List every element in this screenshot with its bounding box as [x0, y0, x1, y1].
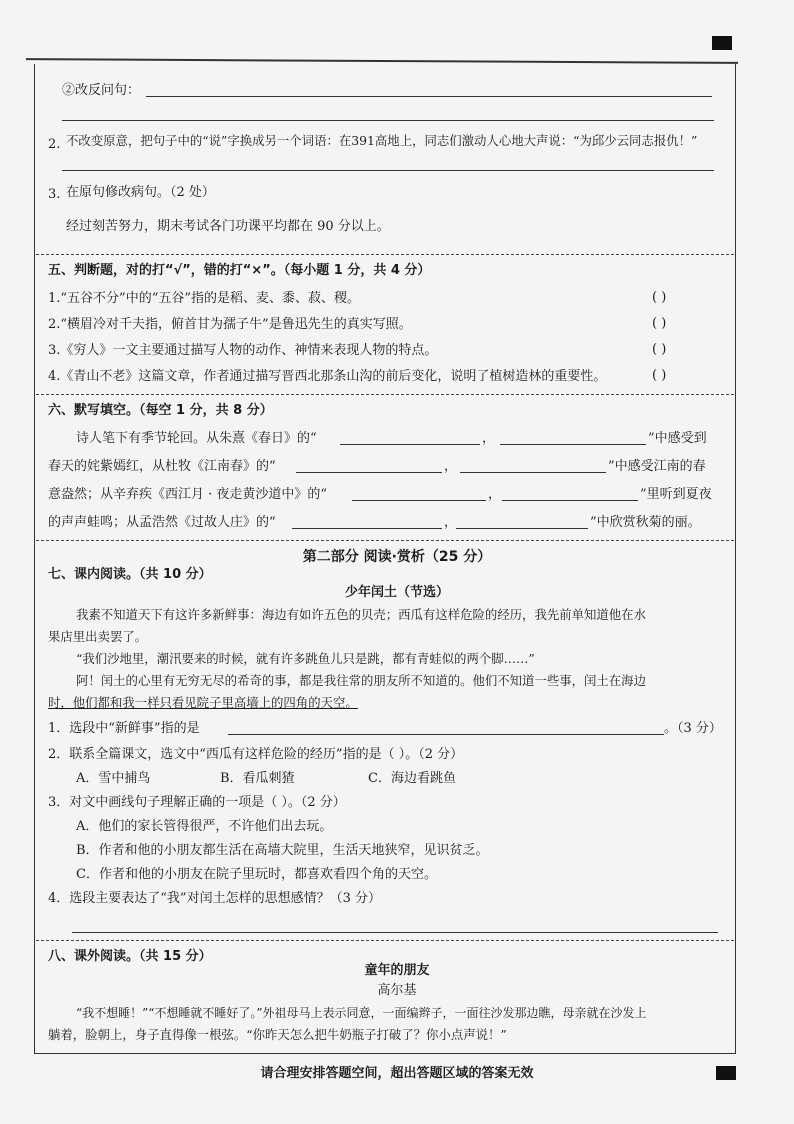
fill-blank[interactable]	[352, 500, 486, 501]
passage-text: “我不想睡！”“不想睡就不睡好了。”外祖母马上表示同意，一面编辫子，一面往沙发那边瞧，母亲就在沙发上	[76, 1006, 647, 1020]
answer-line[interactable]	[228, 734, 664, 735]
section-title-judgment: 五、判断题，对的打“√”，错的打“×”。（每小题 1 分，共 4 分）	[48, 263, 431, 278]
option-c[interactable]: C．作者和他的小朋友在院子里玩时，都喜欢看四个角的天空。	[76, 867, 437, 882]
comma: ，	[488, 487, 502, 502]
dictation-text: ”里听到夏夜	[640, 487, 712, 502]
section-divider	[36, 394, 734, 395]
fill-blank[interactable]	[502, 500, 638, 501]
reading-question-2: 2．联系全篇课文，选文中“西瓜有这样危险的经历”指的是（ ）。（2 分）	[48, 747, 464, 762]
passage-text: 躺着，脸朝上，身子直得像一根弦。“你昨天怎么把牛奶瓶子打破了？你小点声说！”	[48, 1027, 507, 1042]
fill-blank[interactable]	[296, 472, 442, 473]
answer-line[interactable]	[62, 170, 714, 171]
passage-text: “我们沙地里，潮汛要来的时候，就有许多跳鱼儿只是跳，都有青蛙似的两个脚……”	[76, 651, 535, 666]
page-footer-note: 请合理安排答题空间，超出答题区域的答案无效	[260, 1066, 534, 1081]
passage-text: 我素不知道天下有这许多新鲜事：海边有如许五色的贝壳；西瓜有这样危险的经历，我先前单知道他在水	[76, 607, 646, 622]
fill-blank[interactable]	[460, 472, 606, 473]
judgment-item: 1.“五谷不分”中的“五谷”指的是稻、麦、黍、菽、稷。	[48, 291, 360, 306]
question-number: 3.	[48, 187, 61, 202]
question-fix-sentence: 在原句修改病句。（2 处）	[66, 185, 215, 200]
dictation-text: ”中感受到	[648, 431, 707, 446]
dictation-text: 的声声蛙鸣；从孟浩然《过故人庄》的“	[48, 515, 276, 530]
score-note: 。（3 分）	[664, 721, 722, 736]
question-replace-word: 不改变原意，把句子中的“说”字换成另一个词语：在391高地上，同志们激动人心地大声说：“为邱少云同志报仇！”	[66, 133, 698, 148]
option-a[interactable]: A．他们的家长管得很严，不许他们出去玩。	[76, 819, 333, 834]
fill-blank[interactable]	[456, 528, 588, 529]
answer-paren[interactable]: ( )	[652, 368, 667, 383]
comma: ，	[444, 459, 458, 474]
comma: ，	[482, 431, 496, 446]
dictation-text: ”中感受江南的春	[608, 459, 706, 474]
passage-title: 少年闰土（节选）	[344, 585, 449, 600]
reading-question-3: 3．对文中画线句子理解正确的一项是（ ）。（2 分）	[48, 795, 346, 810]
sentence-to-fix: 经过刻苦努力，期末考试各门功课平均都在 90 分以上。	[66, 219, 390, 234]
section-divider	[36, 254, 734, 255]
dictation-text: 意盎然；从辛弃疾《西江月 · 夜走黄沙道中》的“	[48, 487, 328, 502]
fill-blank[interactable]	[500, 444, 646, 445]
part-two-title: 第二部分 阅读·赏析（25 分）	[302, 549, 492, 565]
dictation-text: 诗人笔下有季节轮回。从朱熹《春日》的“	[76, 431, 317, 446]
option-a[interactable]: A．雪中捕鸟	[76, 771, 151, 786]
question-rhetorical: ②改反问句：	[62, 83, 141, 98]
section-title-in-class-reading: 七、课内阅读。（共 10 分）	[48, 567, 212, 582]
fill-blank[interactable]	[340, 444, 480, 445]
passage-title: 童年的朋友	[364, 963, 430, 978]
passage-author: 高尔基	[377, 983, 417, 998]
answer-line[interactable]	[72, 932, 718, 933]
sheet-top-border	[26, 58, 738, 63]
section-divider	[36, 540, 734, 541]
judgment-item: 4.《青山不老》这篇文章，作者通过描写晋西北那条山沟的前后变化，说明了植树造林的重要性。	[48, 369, 607, 384]
option-b[interactable]: B．作者和他的小朋友都生活在高墙大院里，生活天地狭窄，见识贫乏。	[76, 843, 489, 858]
answer-paren[interactable]: ( )	[652, 316, 667, 331]
reading-question-1: 1．选段中“新鲜事”指的是	[48, 721, 200, 736]
judgment-item: 2.“横眉冷对千夫指，俯首甘为孺子牛”是鲁迅先生的真实写照。	[48, 317, 412, 332]
section-title-extra-reading: 八、课外阅读。（共 15 分）	[48, 949, 212, 964]
judgment-item: 3.《穷人》一文主要通过描写人物的动作、神情来表现人物的特点。	[48, 343, 438, 358]
option-b[interactable]: B．看瓜刺猹	[220, 771, 295, 786]
passage-text: 果店里出卖罢了。	[48, 629, 148, 644]
comma: ，	[444, 515, 458, 530]
section-divider	[36, 940, 734, 941]
dictation-text: ”中欣赏秋菊的丽。	[590, 515, 701, 530]
dictation-text: 春天的姹紫嫣红，从杜牧《江南春》的“	[48, 459, 276, 474]
answer-paren[interactable]: ( )	[652, 342, 667, 357]
section-title-dictation: 六、默写填空。（每空 1 分，共 8 分）	[48, 403, 273, 418]
option-c[interactable]: C．海边看跳鱼	[368, 771, 456, 786]
underlined-sentence: 时，他们都和我一样只看见院子里高墙上的四角的天空。	[48, 695, 358, 710]
answer-paren[interactable]: ( )	[652, 290, 667, 305]
question-number: 2.	[48, 137, 61, 152]
answer-line[interactable]	[62, 120, 714, 121]
answer-line[interactable]	[146, 96, 712, 97]
passage-text: 阿！闰土的心里有无穷无尽的希奇的事，都是我往常的朋友所不知道的。他们不知道一些事，闰土在海边	[76, 673, 646, 688]
registration-mark-top	[712, 36, 732, 50]
reading-question-4: 4．选段主要表达了“我”对闰土怎样的思想感情？（3 分）	[48, 891, 381, 906]
fill-blank[interactable]	[292, 528, 442, 529]
